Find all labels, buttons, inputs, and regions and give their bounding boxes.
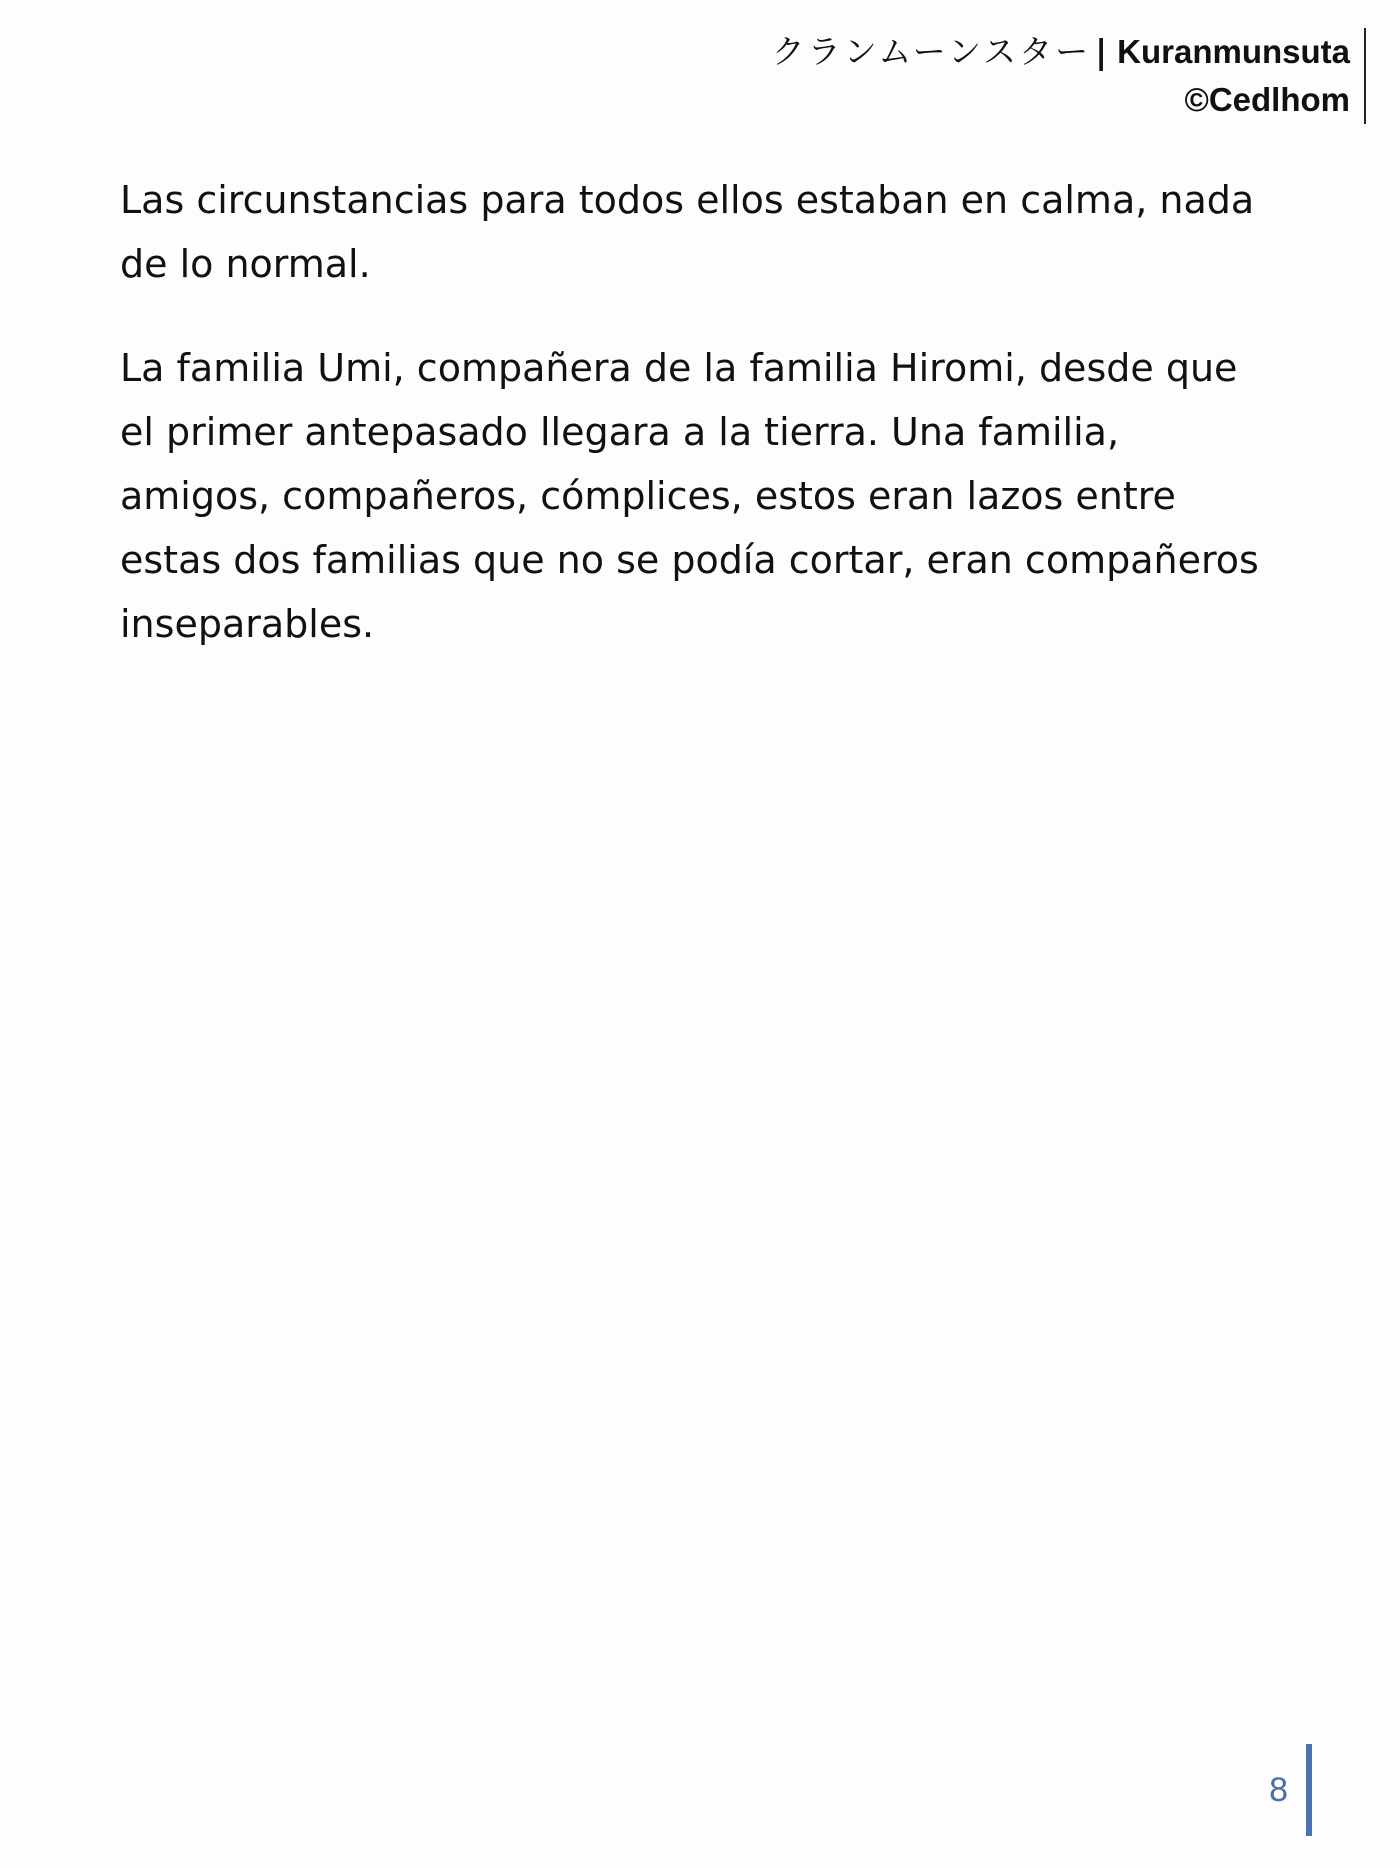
paragraph: La familia Umi, compañera de la familia Hiromi, desde que el primer antepasado llegara a la tierra. Una familia, amigos, compañeros, cómplices, estos eran lazos entre estas dos familias que no se podía cortar, eran compañeros inseparables. [120,346,1259,646]
page-number-bar [1306,1744,1312,1836]
header-copyright: ©Cedlhom [1184,81,1350,118]
body-text [120,168,1280,696]
header-separator: | [1095,32,1108,71]
header-japanese-title: クランムーンスター [771,32,1092,71]
page-number: 8 [1269,1770,1288,1809]
page-footer [1269,1744,1312,1836]
header-title-line [772,28,1350,76]
page-header [772,28,1366,124]
paragraph: Las circunstancias para todos ellos estaban en calma, nada de lo normal. [120,178,1255,286]
header-romaji-title: Kuranmunsuta [1117,33,1350,70]
